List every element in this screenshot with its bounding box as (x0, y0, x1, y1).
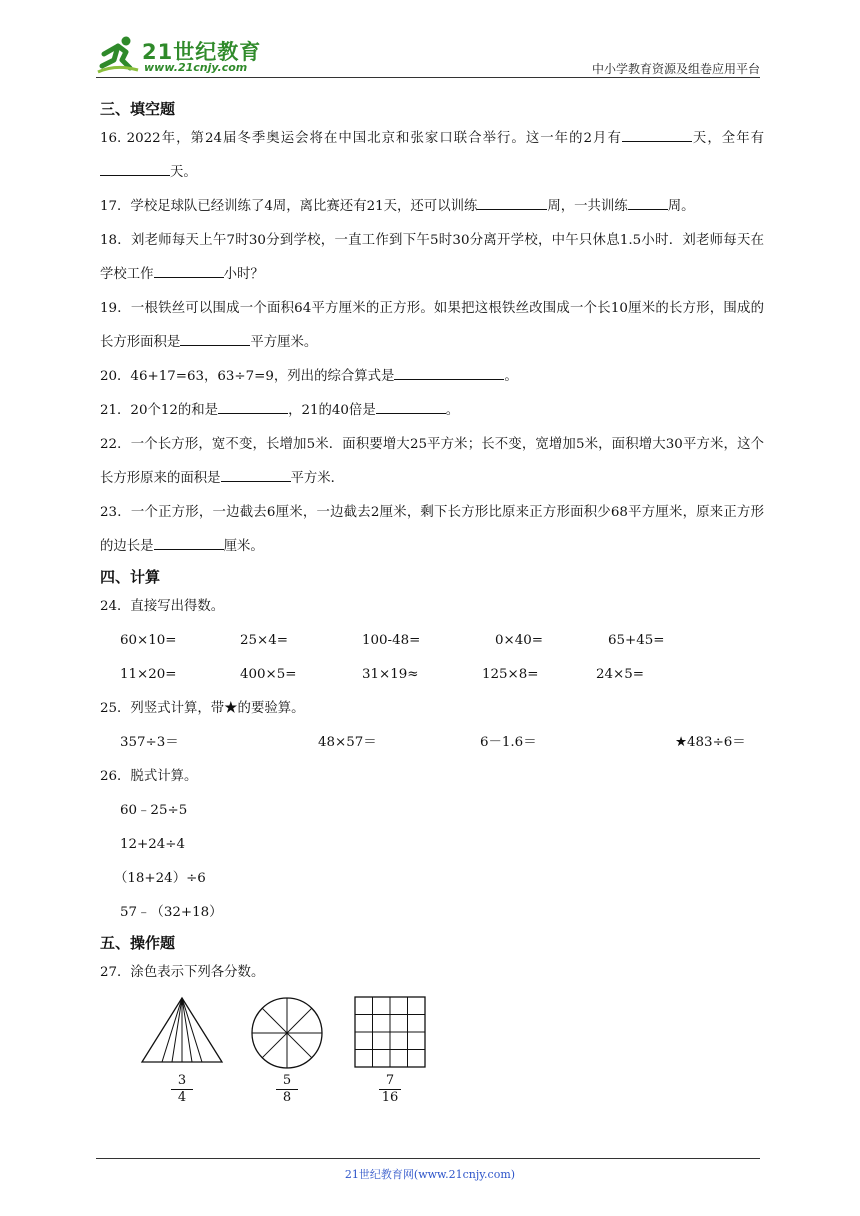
q24-item: 25×4= (240, 633, 288, 648)
grid-figure[interactable] (354, 996, 426, 1068)
q26-item: 12+24÷4 (120, 837, 186, 852)
q24-item: 11×20= (120, 667, 177, 682)
q24-item: 65+45= (608, 633, 665, 648)
q24-item: 125×8= (482, 667, 539, 682)
runner-logo-icon (96, 34, 140, 74)
question-19: 19．一根铁丝可以围成一个面积64平方厘米的正方形。如果把这根铁丝改围成一个长10厘米的长方形，围成的长方形面积是 平方厘米。 (100, 301, 764, 350)
answer-blank[interactable] (376, 399, 446, 414)
triangle-figure[interactable] (140, 996, 224, 1064)
q24-item: 0×40= (495, 633, 543, 648)
question-18: 18．刘老师每天上午7时30分到学校，一直工作到下午5时30分离开学校，中午只休息1.5小时．刘老师每天在学校工作 小时？ (100, 233, 764, 282)
logo-text: 21世纪教育 (142, 40, 262, 64)
circle-figure[interactable] (250, 996, 324, 1070)
answer-blank[interactable] (100, 161, 170, 176)
q24-row-1 (100, 624, 764, 658)
q24-item: 60×10= (120, 633, 177, 648)
q25-item: 48×57＝ (318, 735, 377, 750)
fraction-label: 3 4 (167, 1074, 197, 1105)
answer-blank[interactable] (477, 195, 547, 210)
question-27-title: 27．涂色表示下列各分数。 (100, 965, 265, 980)
answer-blank[interactable] (622, 127, 692, 142)
footer-divider (96, 1158, 760, 1159)
question-16: 16. 2022年，第24届冬季奥运会将在中国北京和张家口联合举行。这一年的2月有 天，全年有天。 (100, 122, 764, 190)
question-17: 17．学校足球队已经训练了4周，离比赛还有21天，还可以训练 周，一共训练 周。 (100, 190, 764, 224)
q26-item: 60﹣25÷5 (120, 803, 188, 818)
q25-item: 6－1.6＝ (480, 735, 537, 750)
page-header (96, 30, 760, 78)
q26-item: （18+24）÷6 (114, 871, 206, 886)
answer-blank[interactable] (154, 535, 224, 550)
question-22: 22．一个长方形，宽不变，长增加5米．面积要增大25平方米；长不变，宽增加5米，面积增大30平方米，这个长方形原来的面积是 平方米． (100, 437, 764, 486)
logo-url: www.21cnjy.com (144, 61, 248, 74)
header-divider (96, 77, 760, 78)
question-20: 20．46+17=63，63÷7=9，列出的综合算式是 。 (100, 360, 764, 394)
q24-item: 100-48= (362, 633, 421, 648)
fraction-label: 7 16 (375, 1074, 405, 1105)
exam-content (100, 96, 764, 1116)
question-25-title: 25．列竖式计算，带★的要验算。 (100, 701, 305, 716)
answer-blank[interactable] (180, 331, 250, 346)
q25-item: ★483÷6＝ (675, 735, 746, 750)
answer-blank[interactable] (628, 195, 668, 210)
site-logo (96, 34, 266, 76)
answer-blank[interactable] (154, 263, 224, 278)
q24-item: 31×19≈ (362, 667, 419, 682)
q24-row-2 (100, 658, 764, 692)
question-21: 21．20个12的和是 ，21的40倍是 。 (100, 394, 764, 428)
question-26-title: 26．脱式计算。 (100, 769, 198, 784)
fraction-label: 5 8 (272, 1074, 302, 1105)
q25-row (100, 726, 764, 760)
answer-blank[interactable] (218, 399, 288, 414)
question-24-title: 24．直接写出得数。 (100, 599, 225, 614)
answer-blank[interactable] (221, 467, 291, 482)
page-footer[interactable]: 21世纪教育网(www.21cnjy.com) (344, 1168, 516, 1181)
q24-item: 400×5= (240, 667, 297, 682)
platform-name: 中小学教育资源及组卷应用平台 (591, 62, 760, 76)
section-title-fill: 三、填空题 (100, 100, 176, 118)
q25-item: 357÷3＝ (120, 735, 179, 750)
answer-blank[interactable] (394, 365, 504, 380)
section-title-calc: 四、计算 (100, 568, 161, 586)
q24-item: 24×5= (596, 667, 644, 682)
fraction-figures (100, 996, 764, 1116)
q26-item: 57﹣（32+18） (120, 905, 223, 920)
section-title-op: 五、操作题 (100, 934, 176, 952)
question-23: 23．一个正方形，一边截去6厘米，一边截去2厘米，剩下长方形比原来正方形面积少68平方厘米，原来正方形的边长是 厘米。 (100, 505, 764, 554)
